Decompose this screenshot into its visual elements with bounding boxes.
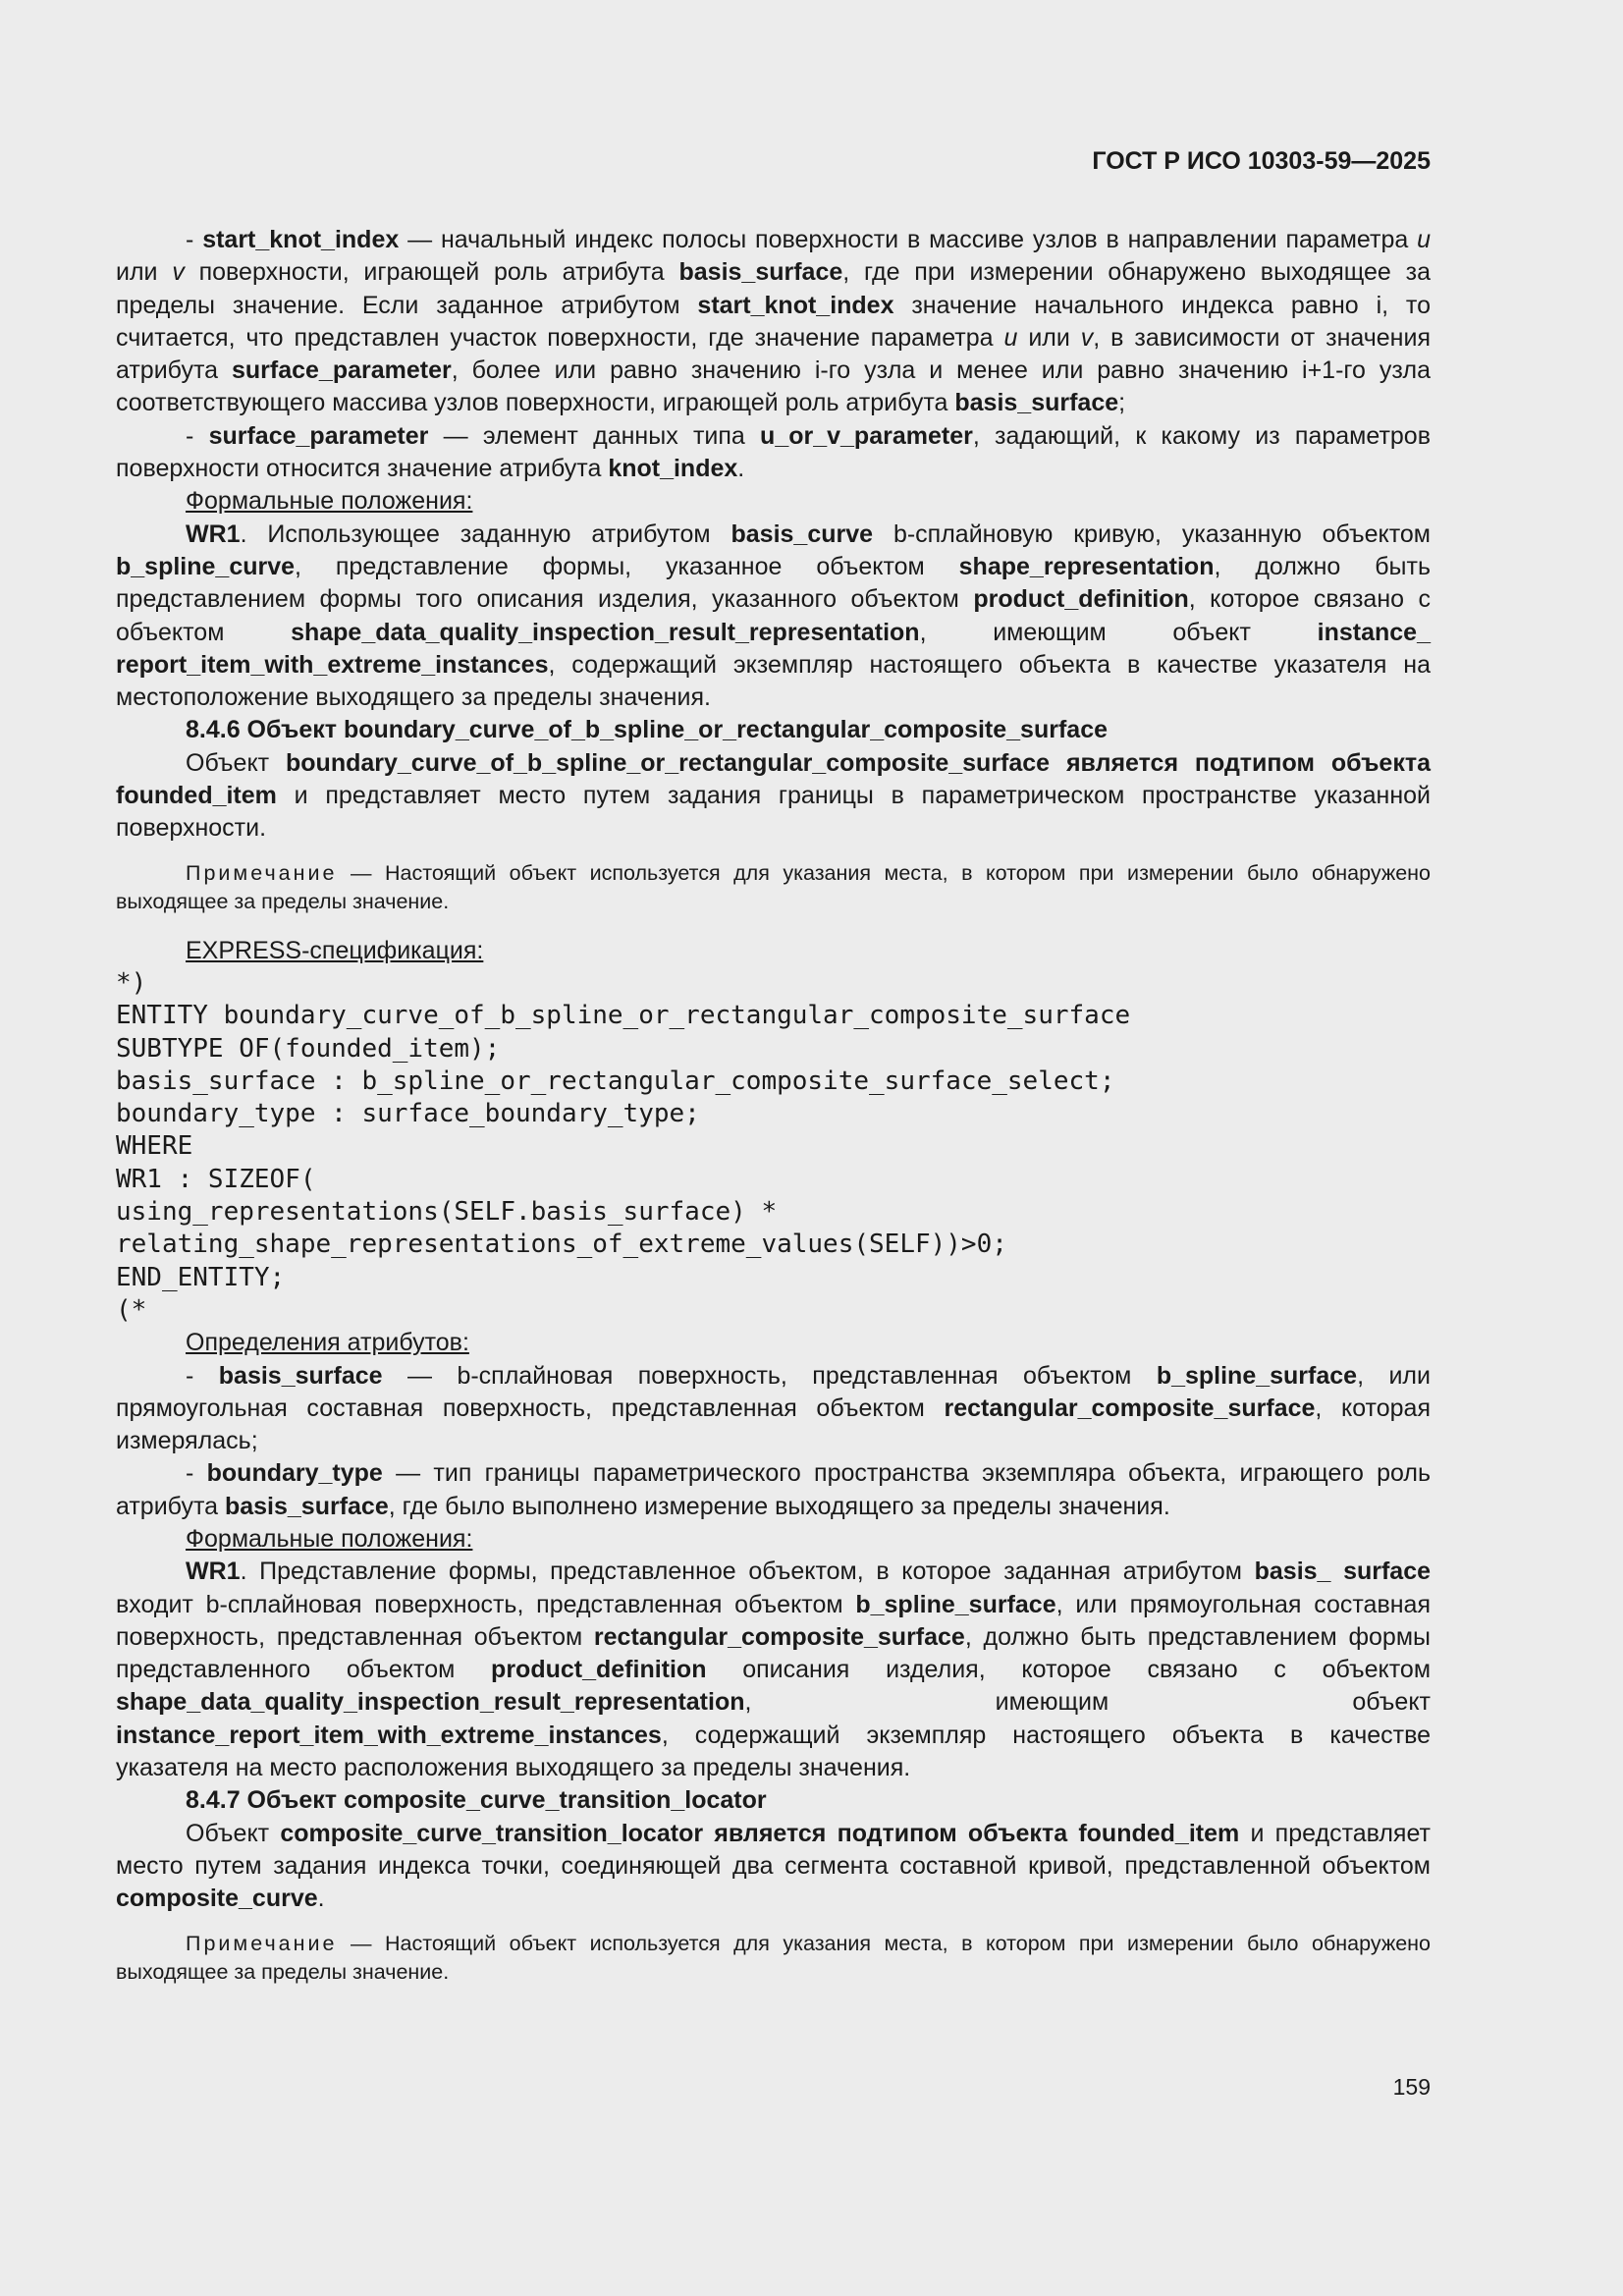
document-body xyxy=(116,224,1431,2005)
bold-term: instance_ report_item_with_extreme_instances xyxy=(116,618,1431,679)
wr1-rule: WR1. Представление формы, представленное объектом, в которое заданная атрибутом basis_ surface входит b-сплайновая поверхность, представленная объектом b_spline_surface, или прямоугольная составная поверхность, представленная объектом rectangular_composite_surface, должно быть представлением формы представленного объектом product_definition описания изделия, которое связано с объектом shape_data_quality_inspection_result_representation, имеющим объект instance_report_item_with_extreme_instances, содержащий экземпляр настоящего объекта в качестве указателя на место расположения выходящего за пределы значения. xyxy=(116,1558,1432,1782)
note-text: — Настоящий объект используется для указания места, в котором при измерении было обнаружено выходящее за пределы значение. xyxy=(116,1931,1431,1984)
section-heading-8-4-6: 8.4.6 Объект boundary_curve_of_b_spline_or_rectangular_composite_surface xyxy=(186,716,1109,744)
formal-provisions-heading: Формальные положения: xyxy=(186,1524,473,1553)
bold-term: composite_curve_transition_locator является подтипом объекта founded_item xyxy=(280,1819,1240,1847)
note-8-4-7 xyxy=(116,1930,1431,1987)
bold-term: rectangular_composite_surface xyxy=(593,1622,965,1651)
express-heading: EXPRESS-спецификация: xyxy=(186,936,484,964)
bold-term: start_knot_index xyxy=(697,291,894,319)
bold-term: b_spline_surface xyxy=(855,1590,1056,1618)
bold-term: shape_representation xyxy=(958,552,1215,580)
attr-def-start-knot-index: - start_knot_index — начальный индекс полосы поверхности в массиве узлов в направлении параметра u или v поверхности, играющей роль атрибута basis_surface, где при измерении обнаружено выходящее за пределы значение. Если заданное атрибутом start_knot_index значение начального индекса равно i, то считается, что представлен участок поверхности, где значение параметра u или v, в зависимости от значения атрибута surface_parameter, более или равно значению i-го узла и менее или равно значению i+1-го узла соответствующего массива узлов поверхности, играющей роль атрибута basis_surface; xyxy=(116,226,1432,417)
bold-term: knot_index xyxy=(608,455,738,483)
italic-term: v xyxy=(1080,323,1094,352)
note-8-4-6 xyxy=(116,859,1431,916)
express-code-block: *) ENTITY boundary_curve_of_b_spline_or_rectangular_composite_surface SUBTYPE OF(founded_item); basis_surface : b_spline_or_rectangular_composite_surface_select; boundary_type : surface_boundary_type; WHERE WR1 : SIZEOF( using_representations(SELF.basis_surface) * relating_shape_representations_of_extreme_values(SELF))>0; END_ENTITY; (* xyxy=(116,967,1131,1325)
bold-term: WR1 xyxy=(186,1558,241,1586)
bold-term: b_spline_curve xyxy=(116,552,296,580)
bold-term: u_or_v_parameter xyxy=(760,421,973,450)
bold-term: boundary_curve_of_b_spline_or_rectangular_composite_surface является подтипом объекта founded_item xyxy=(116,748,1431,810)
note-label: Примечание xyxy=(186,1931,338,1955)
bold-term: WR1 xyxy=(186,519,241,548)
bold-term: surface_parameter xyxy=(231,356,452,385)
bold-term: basis_surface xyxy=(678,258,843,287)
italic-term: u xyxy=(1003,323,1018,352)
bold-term: basis_surface xyxy=(224,1492,389,1520)
bold-term: basis_ surface xyxy=(1254,1558,1432,1586)
bold-term: rectangular_composite_surface xyxy=(944,1394,1316,1422)
bold-term: shape_data_quality_inspection_result_representation xyxy=(116,1688,745,1717)
bold-term: boundary_type xyxy=(206,1459,383,1488)
note-text: — Настоящий объект используется для указания места, в котором при измерении было обнаружено выходящее за пределы значение. xyxy=(116,860,1431,913)
formal-provisions-heading: Формальные положения: xyxy=(186,487,473,516)
italic-term: v xyxy=(172,258,185,287)
attr-def-basis-surface: - basis_surface — b-сплайновая поверхность, представленная объектом b_spline_surface, или прямоугольная составная поверхность, представленная объектом rectangular_composite_surface, которая измерялась; xyxy=(116,1361,1431,1455)
bold-term: basis_curve xyxy=(730,519,874,548)
wr1-rule: WR1. Использующее заданную атрибутом basis_curve b-сплайновую кривую, указанную объектом b_spline_curve, представление формы, указанное объектом shape_representation, должно быть представлением формы того описания изделия, указанного объектом product_definition, которое связано с объектом shape_data_quality_inspection_result_representation, имеющим объект instance_ report_item_with_extreme_instances, содержащий экземпляр настоящего объекта в качестве указателя на местоположение выходящего за пределы значения. xyxy=(116,519,1431,712)
attr-def-surface-parameter: - surface_parameter — элемент данных типа u_or_v_parameter, задающий, к какому из параметров поверхности относится значение атрибута knot_index. xyxy=(116,421,1431,483)
bold-term: instance_report_item_with_extreme_instances xyxy=(116,1721,662,1749)
bold-term: basis_surface xyxy=(218,1361,383,1390)
bold-term: composite_curve xyxy=(116,1885,318,1913)
bold-term: product_definition xyxy=(973,585,1189,614)
bold-term: shape_data_quality_inspection_result_representation xyxy=(291,618,920,646)
italic-term: u xyxy=(1417,226,1432,253)
attribute-definitions-heading: Определения атрибутов: xyxy=(186,1329,469,1357)
page-number: 159 xyxy=(1392,2074,1431,2100)
bold-term: b_spline_surface xyxy=(1156,1361,1358,1390)
document-header: ГОСТ Р ИСО 10303-59—2025 xyxy=(1092,147,1431,175)
section-intro-8-4-7: Объект composite_curve_transition_locator является подтипом объекта founded_item и представляет место путем задания индекса точки, соединяющей два сегмента составной кривой, представленной объектом composite_curve. xyxy=(116,1819,1431,1913)
section-intro-8-4-6: Объект boundary_curve_of_b_spline_or_rectangular_composite_surface является подтипом объекта founded_item и представляет место путем задания границы в параметрическом пространстве указанной поверхности. xyxy=(116,748,1431,843)
bold-term: surface_parameter xyxy=(208,421,429,450)
attr-def-boundary-type: - boundary_type — тип границы параметрического пространства экземпляра объекта, играющего роль атрибута basis_surface, где было выполнено измерение выходящего за пределы значения. xyxy=(116,1459,1431,1520)
bold-term: start_knot_index xyxy=(202,226,400,253)
section-heading-8-4-7: 8.4.7 Объект composite_curve_transition_locator xyxy=(186,1786,767,1815)
bold-term: product_definition xyxy=(491,1656,707,1684)
note-label: Примечание xyxy=(186,860,338,885)
bold-term: basis_surface xyxy=(954,389,1119,417)
